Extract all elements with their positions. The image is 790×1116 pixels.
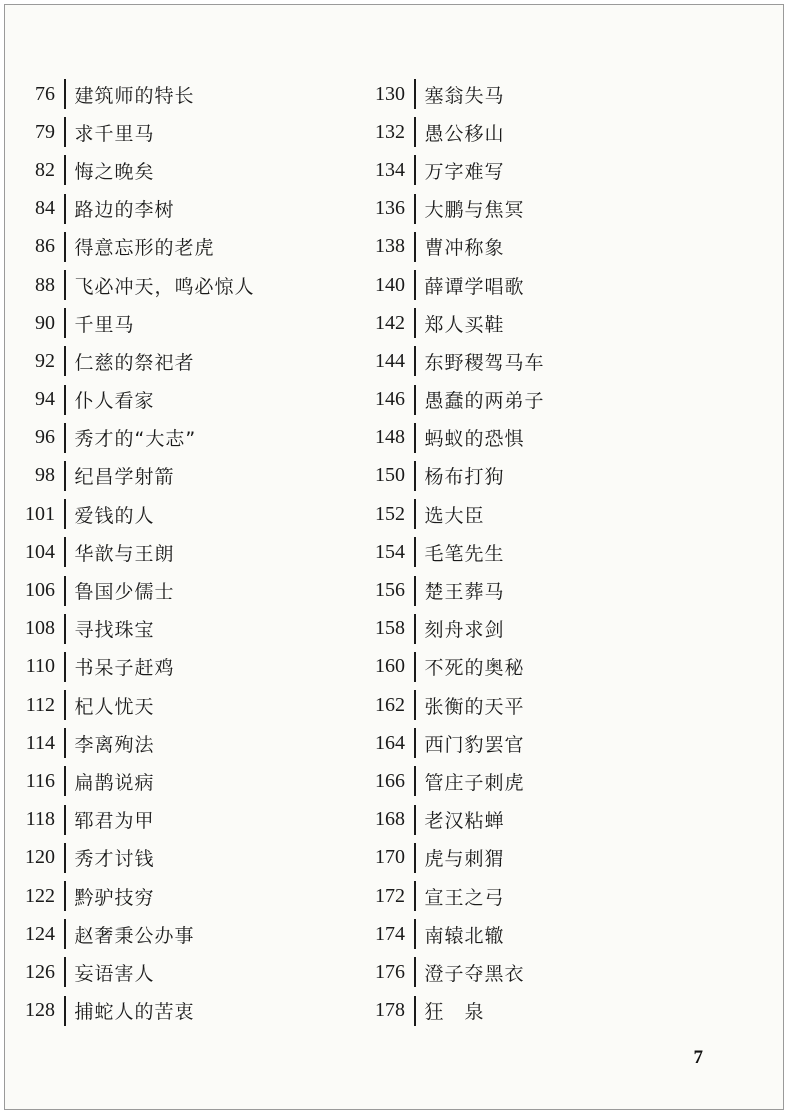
toc-page-number: 144 — [375, 349, 405, 372]
toc-entry — [19, 533, 359, 571]
toc-page-number: 110 — [25, 655, 55, 678]
toc-entry — [19, 151, 359, 189]
toc-page-number: 104 — [25, 540, 55, 563]
toc-page-number: 132 — [375, 120, 405, 143]
toc-entry — [369, 839, 709, 877]
toc-column-left — [19, 75, 359, 1030]
toc-entry — [19, 228, 359, 266]
toc-entry — [19, 877, 359, 915]
toc-page-number: 154 — [375, 540, 405, 563]
toc-page-number: 174 — [375, 922, 405, 945]
toc-entry — [19, 113, 359, 151]
toc-page-number: 124 — [25, 922, 55, 945]
toc-column-right — [369, 75, 709, 1030]
toc-page-number: 164 — [375, 731, 405, 754]
toc-title: 杨布打狗 — [424, 466, 505, 489]
toc-title: 路边的李树 — [74, 199, 175, 222]
toc-entry — [19, 992, 359, 1030]
toc-title: 薛谭学唱歌 — [424, 275, 525, 298]
toc-entry — [19, 839, 359, 877]
toc-title: 妄语害人 — [74, 962, 155, 985]
toc-entry — [19, 686, 359, 724]
toc-page-number: 172 — [375, 884, 405, 907]
toc-page-number: 90 — [35, 311, 55, 334]
toc-entry — [369, 571, 709, 609]
toc-entry — [19, 953, 359, 991]
toc-title: 捕蛇人的苦衷 — [74, 1001, 195, 1024]
toc-page-number: 122 — [25, 884, 55, 907]
toc-title: 愚公移山 — [424, 122, 505, 145]
toc-page-number: 138 — [375, 235, 405, 258]
toc-page-number: 88 — [35, 273, 55, 296]
toc-entry — [19, 419, 359, 457]
toc-title: 爱钱的人 — [74, 504, 155, 527]
toc-title: 虎与刺猬 — [424, 848, 505, 871]
toc-title: 扁鹊说病 — [74, 771, 155, 794]
toc-entry — [369, 495, 709, 533]
toc-title: 求千里马 — [74, 122, 155, 145]
toc-title: 东野稷驾马车 — [424, 351, 545, 374]
toc-title: 秀才的“大志” — [74, 428, 197, 451]
toc-page-number: 166 — [375, 769, 405, 792]
toc-title: 寻找珠宝 — [74, 619, 155, 642]
toc-title: 选大臣 — [424, 504, 485, 527]
toc-entry — [369, 228, 709, 266]
toc-title: 书呆子赶鸡 — [74, 657, 175, 680]
toc-page-number: 170 — [375, 846, 405, 869]
toc-page-number: 118 — [25, 808, 55, 831]
toc-page-number: 79 — [35, 120, 55, 143]
toc-title: 狂 泉 — [424, 1001, 485, 1024]
toc-page-number: 82 — [35, 158, 55, 181]
toc-page-number: 178 — [375, 999, 405, 1022]
toc-title: 郓君为甲 — [74, 810, 155, 833]
toc-entry — [19, 571, 359, 609]
toc-title: 不死的奥秘 — [424, 657, 525, 680]
toc-title: 管庄子刺虎 — [424, 771, 525, 794]
toc-entry — [19, 75, 359, 113]
toc-page-number: 146 — [375, 388, 405, 411]
toc-title: 张衡的天平 — [424, 695, 525, 718]
toc-title: 赵奢秉公办事 — [74, 924, 195, 947]
toc-page-number: 126 — [25, 960, 55, 983]
toc-title: 毛笔先生 — [424, 542, 505, 565]
toc-entry — [19, 495, 359, 533]
toc-page-number: 84 — [35, 197, 55, 220]
toc-entry — [369, 762, 709, 800]
toc-title: 西门豹罢官 — [424, 733, 525, 756]
toc-entry — [369, 113, 709, 151]
toc-entry — [369, 151, 709, 189]
toc-page-number: 106 — [25, 579, 55, 602]
toc-entry — [369, 953, 709, 991]
toc-page-number: 98 — [35, 464, 55, 487]
toc-title: 曹冲称象 — [424, 237, 505, 260]
toc-entry — [19, 762, 359, 800]
toc-page-number: 128 — [25, 999, 55, 1022]
toc-title: 悔之晚矣 — [74, 160, 155, 183]
toc-title: 老汉粘蝉 — [424, 810, 505, 833]
toc-title: 南辕北辙 — [424, 924, 505, 947]
toc-entry — [369, 457, 709, 495]
toc-entry — [369, 724, 709, 762]
toc-title: 建筑师的特长 — [74, 84, 195, 107]
toc-entry — [19, 381, 359, 419]
toc-entry — [369, 610, 709, 648]
toc-page-number: 94 — [35, 388, 55, 411]
toc-entry — [369, 992, 709, 1030]
toc-title: 纪昌学射箭 — [74, 466, 175, 489]
toc-entry — [19, 342, 359, 380]
page-number: 7 — [693, 1047, 703, 1068]
toc-title: 仆人看家 — [74, 390, 155, 413]
toc-entry — [369, 342, 709, 380]
toc-title: 杞人忧天 — [74, 695, 155, 718]
toc-page-number: 152 — [375, 502, 405, 525]
toc-title: 华歆与王朗 — [74, 542, 175, 565]
toc-entry — [19, 304, 359, 342]
toc-entry — [369, 75, 709, 113]
toc-entry — [369, 381, 709, 419]
toc-entry — [369, 686, 709, 724]
toc-title: 澄子夺黑衣 — [424, 962, 525, 985]
toc-entry — [19, 915, 359, 953]
toc-title: 仁慈的祭祀者 — [74, 351, 195, 374]
toc-entry — [19, 724, 359, 762]
toc-entry — [19, 610, 359, 648]
toc-page-number: 101 — [25, 502, 55, 525]
toc-page-number: 156 — [375, 579, 405, 602]
toc-title: 飞必冲天，鸣必惊人 — [74, 275, 255, 298]
toc-entry — [369, 915, 709, 953]
toc-page-number: 158 — [375, 617, 405, 640]
toc-entry — [369, 190, 709, 228]
toc-entry — [369, 266, 709, 304]
toc-title: 万字难写 — [424, 160, 505, 183]
book-page — [4, 4, 784, 1110]
toc-page-number: 134 — [375, 158, 405, 181]
toc-page-number: 130 — [375, 82, 405, 105]
toc-page-number: 114 — [25, 731, 55, 754]
toc-entry — [369, 419, 709, 457]
toc-title: 刻舟求剑 — [424, 619, 505, 642]
toc-page-number: 108 — [25, 617, 55, 640]
toc-title: 千里马 — [74, 313, 135, 336]
toc-page-number: 162 — [375, 693, 405, 716]
toc-title: 秀才讨钱 — [74, 848, 155, 871]
toc-title: 黔驴技穷 — [74, 886, 155, 909]
toc-entry — [369, 877, 709, 915]
toc-entry — [19, 648, 359, 686]
toc-page-number: 176 — [375, 960, 405, 983]
toc-title: 鲁国少儒士 — [74, 581, 175, 604]
toc-page-number: 116 — [25, 769, 55, 792]
toc-title: 塞翁失马 — [424, 84, 505, 107]
toc-title: 蚂蚁的恐惧 — [424, 428, 525, 451]
toc-entry — [19, 457, 359, 495]
toc-page-number: 140 — [375, 273, 405, 296]
toc-page-number: 160 — [375, 655, 405, 678]
toc-page-number: 92 — [35, 349, 55, 372]
toc-page-number: 150 — [375, 464, 405, 487]
toc-page-number: 112 — [25, 693, 55, 716]
toc-title: 宣王之弓 — [424, 886, 505, 909]
toc-page-number: 86 — [35, 235, 55, 258]
toc-title: 大鹏与焦冥 — [424, 199, 525, 222]
toc-title: 楚王葬马 — [424, 581, 505, 604]
toc-entry — [369, 648, 709, 686]
toc-title: 得意忘形的老虎 — [74, 237, 215, 260]
toc-entry — [19, 266, 359, 304]
toc-page-number: 96 — [35, 426, 55, 449]
toc-page-number: 76 — [35, 82, 55, 105]
toc-title: 愚蠢的两弟子 — [424, 390, 545, 413]
toc-page-number: 136 — [375, 197, 405, 220]
toc-page-number: 148 — [375, 426, 405, 449]
toc-entry — [19, 801, 359, 839]
toc-entry — [369, 801, 709, 839]
toc-page-number: 120 — [25, 846, 55, 869]
toc-page-number: 168 — [375, 808, 405, 831]
toc-page-number: 142 — [375, 311, 405, 334]
toc-entry — [369, 533, 709, 571]
toc-entry — [369, 304, 709, 342]
toc-title: 郑人买鞋 — [424, 313, 505, 336]
toc-title: 李离殉法 — [74, 733, 155, 756]
toc-entry — [19, 190, 359, 228]
